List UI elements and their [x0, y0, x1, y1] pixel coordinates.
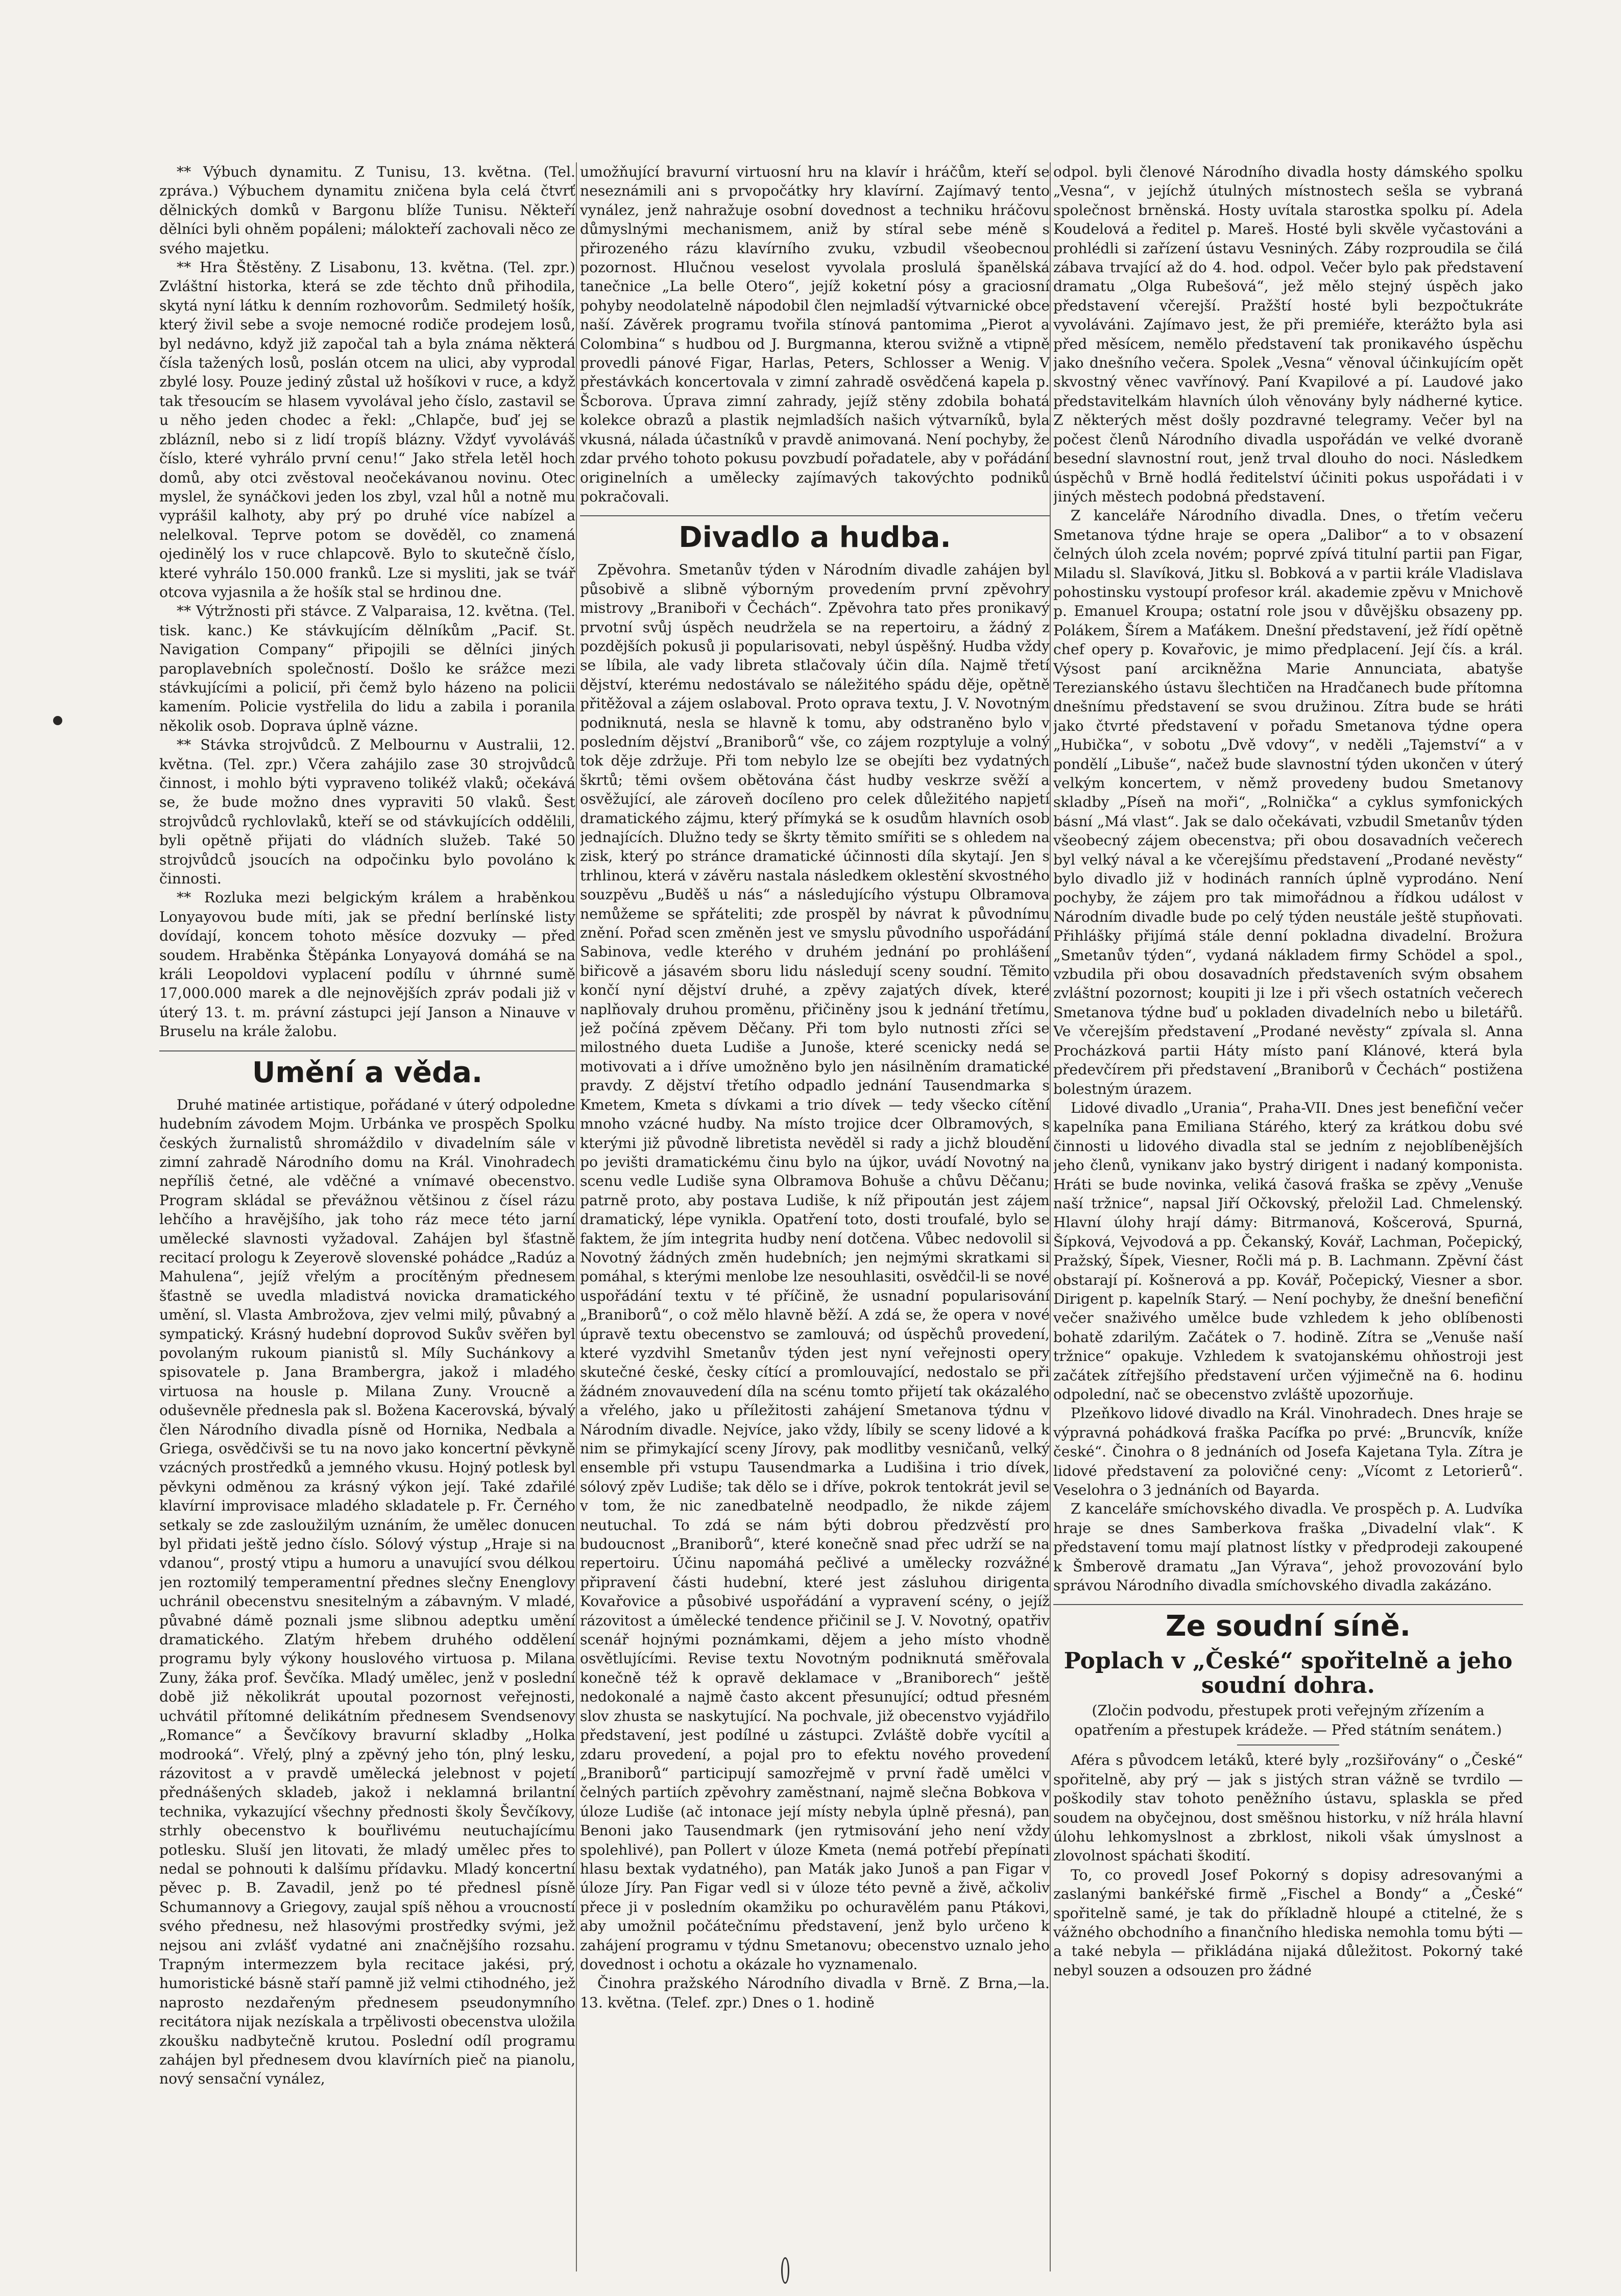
article-signature: —la.: [1018, 1975, 1050, 1992]
news-item-strike-riots: ** Výtržnosti při stávce. Z Valparaisa, 12. května. (Tel. tisk. kanc.) Ke stávkujícím dělníkům „Pacif. St. Navigation Company“ připojili se dělníci jiných paroplavebních společností. Došlo ke srážce mezi stávkujícími a policií, při čemž bylo házeno na policii kamením. Policie vystřelila do lidu a zabila i poranila několik osob. Doprava úplně vázne.: [159, 603, 575, 734]
article-national-theatre-office: Z kanceláře Národního divadla. Dnes, o třetím večeru Smetanova týdne hraje se opera „Dalibor“ a to v obsazení čelných úloh zcela novém; poprvé zpívá titulní partii pan Figar, Miladu sl. Slavíková, Jitku sl. Bobková a v partii krále Vladislava pohostinsku vystoupí profesor král. akademie zpěvu v Mnichově p. Emanuel Kroupa; ostatní role jsou v důvějšku obsazeny pp. Polákem, Šírem a Maťákem. Dnešní představení, jež řídí opětně chef opery p. Kovařovic, je mimo předplacení. Její čís. a král. Výsost paní arcikněžna Marie Annunciata, abatyše Terezianského ústavu šlechtičen na Hradčanech bude přítomna dnešnímu představení se svou družinou. Zítra bude se hráti jako čtvrté představení v pořadu Smetanova týdne opera „Hubička“, v sobotu „Dvě vdovy“, v neděli „Tajemství“ a v pondělí „Libuše“, načež bude slavnostní týden ukončen v úterý velkým koncertem, v němž provedeny budou Smetanovy skladby „Píseň na moři“, „Rolnička“ a cyklus symfonických básní „Má vlast“. Jak se dalo očekávati, vzbudil Smetanův týden všeobecný zájem obecenstva; při obou dosavadních večerech byl velký nával a ke včerejšímu představení „Prodané nevěsty“ bylo divadlo již v hodinách ranních úplně vyprodáno. Není pochyby, že zájem pro tak mimořádnou a řídkou událost v Národním divadle bude po celý týden neustále ještě stupňovati. Přihlášky přijímá stále denní pokladna divadelní. Brožura „Smetanův týden“, vydaná nákladem firmy Schödel a spol., vzbudila při obou dosavadních představeních svým obsahem zvláštní pozornost; koupiti ji lze i při všech ostatních večerech Smetanova týdne buď u pokladen divadelních nebo u biletářů. Ve včerejším představení „Prodané nevěsty“ zpívala sl. Anna Procházková partii Háty místo paní Klánové, která byla předevčírem při představení „Braniborů v Čechách“ postižena bolestným úrazem.: [1053, 507, 1523, 1097]
article-vinohrady: Plzeňkovo lidové divadlo na Král. Vinohradech. Dnes hraje se výpravná pohádková fraška Pacífka po prvé: „Bruncvík, kníže české“. Činohra o 8 jednáních od Josefa Kajetana Tyla. Zítra je lidové představení za polovičné ceny: „Vícomt z Letorierů“. Veselohra o 3 jednáních od Bayarda.: [1053, 1405, 1523, 1499]
column-rule-2: [1050, 162, 1051, 2271]
column-rule-1: [576, 162, 577, 2271]
article-brandenburgers: Zpěvohra. Smetanův týden v Národním divadle zahájen byl působivě a slibně výborným provedením první zpěvohry mistrovy „Braniboři v Čechách“. Zpěvohra tato přes pronikavý prvotní svůj úspěch neudržela se na repertoiru, a žádný z pozdějších pokusů ji popularisovati, nebyl úspěšný. Hudba vždy se líbila, ale vady libreta stlačovaly účin díla. Najmě třetí dějství, kterému nedostávalo se náležitého spádu děje, opětně přitěžoval a zájem oslaboval. Proto oprava textu, J. V. Novotným podniknutá, nesla se hlavně k tomu, aby odstraněno bylo v posledním dějství „Braniborů“ vše, co zájem rozptyluje a volný tok děje zdržuje. Při tom nebylo lze se obejíti bez vydatných škrtů; těmi ovšem obětována část hudby veskrze svěží a osvěžující, ale zároveň docíleno pro celek důležitého napjetí dramatického zájmu, který přímyká se k osudům hlavních osob jednajících. Dlužno tedy se škrty těmito smířiti se s ohledem na zisk, který po stránce dramatické účinnosti díla skytají. Jen s trhlinou, která v závěru nastala následkem oklestění skvostného souzpěvu „Buděš u nás“ a následujícího výstupu Olbramova nemůžeme se spřáteliti; zde prospěl by návrat k původnímu znění. Pořad scen změněn jest ve smyslu původního uspořádání Sabinova, vedle kterého v druhém jednání po prohlášení biřicově a jásavém sboru lidu následují sceny soudní. Těmito končí nyní dějství druhé, a zpěvy zajatých dívek, které naplňovaly druhou proměnu, přičiněny jsou k jednání třetímu, jež počíná zpěvem Děčany. Při tom bylo nutnosti zříci se milostného dueta Ludiše a Junoše, které scenicky nedá se motivovati a i dříve umožněno bylo jen násilněním dramatické pravdy. Z dějství třetího odpadlo jednání Tausendmarka s Kmetem, Kmeta s dívkami a trio dívek — tedy všecko cítění mnoho vzácné hudby. Na místo trojice dcer Olbramových, s kterými již původně libretista nevěděl si rady a jichž bloudění po jevišti dramatickému činu bylo na újkor, uvádí Novotný na scenu vedle Ludiše syna Olbramova Bohuše a chůvu Děčanu; patrně proto, aby postava Ludiše, k níž připoután jest zájem dramatický, lépe vynikla. Opatření toto, dosti troufalé, bylo se faktem, že jím integrita hudby není dotčena. Vůbec nedovolil si Novotný žádných změn hudebních; jen nejmými skratkami si pomáhal, s kterými menlobe lze nesouhlasiti, osvědčil-li se nové uspořádání textu v té příčině, že usnadní popularisování „Braniborů“, o což mělo hlavně běží. A zdá se, že opera v nové úpravě textu obecenstvo se zamlouvá; od úspěchů provedení, které vyzdvihl Smetanův týden jest nyní veřejnosti opery skutečné české, česky cítící a promlouvající, nedostalo se při žádném znovauvedení díla na scénu tomto přijetí tak okázalého a vřelého, jako u příležitosti zahájení Smetanova týdnu v Národním divadle. Nejvíce, jako vždy, líbily se sceny lidové a k nim se přimykající sceny Jírovy, pak modlitby vesničanů, velký ensemble při vstupu Tausendmarka a Ludišina i trio dívek, sólový zpěv Ludiše; tak dělo se i dříve, pokrok tentokrát jevil se v tom, že nic zanedbatelně neodpadlo, že nikde zájem neutuchal. To zdá se nám býti dobrou předzvěstí pro budoucnost „Braniborů“, které konečně snad přec udrží se na repertoiru. Účinu napomáhá pečlivé a umělecky rozvážné připravení části hudební, které jest zásluhou dirigenta Kovařovice a působivé uspořádání a vypravení scény, o jejíž rázovitost a úmělecké tendence přičinil se J. V. Novotný, opatřiv scenář hojnými poznámkami, dějem a jeho místo vhodně osvětlujícími. Revise textu Novotným podniknutá směřovala konečně též k opravě deklamace v „Braniborech“ ještě nedokonalé a najmě často akcent přesunující; odtud přesném slov zhusta se naskytující. Na pochvale, již obecenstvo vyjádřilo představení, jest podílné u zástupci. Zvláště dobře vycítil a zdaru provedení, a pojal pro to efektu nového provedení „Braniborů“ participují samozřejmě v první řadě umělci v čelných partiích zpěvohry zaměstnaní, najmě slečna Bobkova v úloze Ludiše (ač intonace její místy nebyla úplně přesná), pan Benoni jako Tausendmark (jen rytmisování jeho není vždy spolehlivé), pan Pollert v úloze Kmeta (nemá potřebí přepínati hlasu bextak vydatného), pan Maták jako Junoš a pan Figar v úloze Jíry. Pan Figar vedl si v úloze této pevně a živě, ačkoliv přece ji v posledním okamžiku po ochuravělém panu Ptákovi, aby umožnil počátečnímu představení, jenž bylo určeno k zahájení programu v týdnu Smetanovu; obecenstvo uznalo jeho dovednost i ochotu a okázale ho vyznamenalo.: [580, 561, 1050, 1973]
column-3: [1053, 162, 1523, 2276]
article-brno-continued: odpol. byli členové Národního divadla hosty dámského spolku „Vesna“, v jejíchž útulných místnostech sešla se vybraná společnost brněnská. Hosty uvítala starostka spolku pí. Adela Koudelová a ředitel p. Mareš. Hosté byli skvěle vyčastováni a prohlédli si zařízení ústavu Vesniných. Záby rozproudila se čilá zábava trvající až do 4. hod. odpol. Večer bylo pak představení dramatu „Olga Rubešová“, jež mělo stejný úspěch jako představení včerejší. Pražští hosté byli bezpočtukráte vyvoláváni. Zajímavo jest, že při premiéře, kterážto byla asi před měsícem, nemělo představení tak pronikavého úspěchu jako dnešního večera. Spolek „Vesna“ věnoval účinkujícím opět skvostný věnec vavřínový. Paní Kvapilové a pí. Laudové jako představitelkám hlavních úloh věnovány byly nádherné kytice. Z některých měst došly pozdravné telegramy. Večer byl na počest členů Národního divadla uspořádán ve velké dvoraně besední slavnostní rout, jenž trval dlouho do noci. Následkem úspěchů v Brně hodlá ředitelství účiniti pokus uspořádati i v jiných městech podobná představení.: [1053, 163, 1523, 505]
news-item-lottery: ** Hra Štěstěny. Z Lisabonu, 13. května. (Tel. zpr.) Zvláštní historka, která se zde těchto dnů přihodila, skytá nyní látku k denním rozhovorům. Sedmiletý hošík, který živil sebe a svoje nemocné rodiče prodejem losů, byl nedávno, když již započal tah a byla známa některá čísla tažených losů, poslán otcem na ulici, aby vyprodal zbylé losy. Pouze jediný zůstal už hošíkovi v ruce, a když tak třesoucím se hlasem vyvolával jeho číslo, zastavil se u něho jeden chodec a řekl: „Chlapče, buď jej se zblázníl, nebo si z lidí tropíš blázny. Vždyť vyvoláváš číslo, které vyhrálo první cenu!“ Jako střela letěl hoch domů, aby otci zvěstoval neočekávanou novinu. Otec myslel, že synáčkovi jeden los zbyl, vzal hůl a notně mu vyprášil kalhoty, aby prý po druhé více nabízel a nelelkoval. Teprve potom se dověděl, co znamená ojedinělý los v ruce chlapcově. Bylo to skutečně číslo, které vyhrálo 150.000 franků. Lze si mysliti, jak se tvář otcova vyjasnila a že hošík stal se hrdinou dne.: [159, 259, 575, 601]
court-case-paragraph-2: To, co provedl Josef Pokorný s dopisy adresovanými a zaslanými bankéřské firmě „Fischel a Bondy“ a „České“ spořitelně samé, je tak do příkladně hloupé a ctitelné, že s vážného obchodního a finančního hlediska nemohla tomu býti — a také nebyla — přikládána nijaká důležitost. Pokorný také nebyl souzen a odsouzen pro žádné: [1053, 1866, 1523, 1979]
article-matinee: Druhé matinée artistique, pořádané v úterý odpoledne hudebním závodem Mojm. Urbánka ve prospěch Spolku českých žurnalistů shromáždilo v divadelním sále v zimní zahradě Národního domu na Král. Vinohradech nepříliš četné, ale vděčné a vnímavé obecenstvo. Program skládal se převážnou většinou z čísel rázu lehčího a hravějšího, jak toho ráz mece této jarní umělecké slavnosti vyžadoval. Zahájen byl šťastně recitací prologu k Zeyerově slovenské pohádce „Radúz a Mahulena“, jejíž vřelým a procítěným přednesem šťastně se uvedla mladistvá novicka dramatického umění, sl. Vlasta Ambrožova, zjev velmi milý, půvabný a sympatický. Krásný hudební doprovod Sukův svěřen byl povolaným rukoum pianistů sl. Míly Suchánkovy a spisovatele p. Jana Brambergra, jakož i mladého virtuosa na housle p. Milana Zuny. Vroucně a oduševněle přednesla pak sl. Božena Kacerovská, bývalý člen Národního divadla písně od Hornika, Nedbala a Griega, osvědčivši se tu na novo jako koncertní pěvkyně vzácných prostředků a jemného vkusu. Hojný potlesk byl pěvkyni odměnou za krásný výkon její. Také zdařilé klavírní improvisace mladého skladatele p. Fr. Černého setkaly se zde zasloužilým uznáním, že umělec donucen byl přidati ještě jedno číslo. Sólový výstup „Hraje si na vdanou“, prostý vtipu a humoru a unavující svou délkou jen roztomilý temperamentní přednes slečny Enenglovy uchránil obecenstvu snesitelným a zábavným. V mladé, půvabné dámě poznali jsme slibnou adeptku umění dramatického. Zlatým hřebem druhého oddělení programu byly výkony houslového virtuosa p. Milana Zuny, žáka prof. Ševčíka. Mladý umělec, jenž v poslední době již několikrát upoutal pozornost veřejnosti, uchvátil přítomné delikátním přednesem Svendsenovy „Romance“ a Ševčíkovy bravurní skladby „Holka modrooká“. Vřelý, plný a zpěvný jeho tón, plný lesku, rázovitost a v pravdě umělecká jelebnost v pojetí přednášených skladeb, jakož i neklamná brilantní technika, vykazující všechny přednosti školy Ševčíkovy, strhly obecenstvo k bouřlivému neutuchajícímu potlesku. Sluší jen litovati, že mladý umělec přes to nedal se pohnouti k dalšímu přídavku. Mladý koncertní pěvec p. B. Zavadil, jenž po té přednesl písně Schumannovy a Griegovy, zaujal spíš něhou a vroucností svého přednesu, než hlasovými prostředky svými, jež nejsou ani zvlášť vydatné ani značnějšího rozsahu. Trapným intermezzem byla recitace jakési, prý, humoristické básně staří pamně již velmi ctihodného, jež naprosto nezdařeným přednesem pseudonymního recitátora nijak nezískala a trpělivosti obecenstva uložila zkoušku nadbytečně krutou. Poslední odíl programu zahájen byl přednesem dvou klavírních pieč na pianolu, nový sensační vynález,: [159, 1096, 575, 2088]
divider: [1237, 1744, 1339, 1745]
court-case-subtitle: (Zločin podvodu, přestupek proti veřejným zřízením a opatřením a přestupek krádeže. — Před státním senátem.): [1074, 1702, 1502, 1738]
news-item-explosion: ** Výbuch dynamitu. Z Tunisu, 13. května. (Tel. zpráva.) Výbuchem dynamitu zničena byla celá čtvrť dělnických domků v Bargonu blíže Tunisu. Někteří dělníci byli ohněm popáleni; málokteří zachovali něco ze svého majetku.: [159, 163, 575, 257]
news-item-train-strike: ** Stávka strojvůdců. Z Melbournu v Australii, 12. května. (Tel. zpr.) Včera zahájilo zase 30 strojvůdců činnost, i mohlo býti vypraveno tolikéž vlaků; očekává se, že bude možno dnes vypraviti 50 vlaků. Šest strojvůdců rychlovlaků, kteří se od stávkujících oddělili, byli opětně přijati do vládních služeb. Také 50 strojvůdců jsoucích na odpočinku bylo povoláno k činnosti.: [159, 736, 575, 888]
article-smichov: Z kanceláře smíchovského divadla. Ve prospěch p. A. Ludvíka hraje se dnes Samberkova fraška „Divadelní vlak“. K představení tomu mají platnost lístky v předprodeji zakoupené k Šmberově dramatu „Jan Výrava“, jehož provozování bylo správou Národního divadla smíchovského divadla zakázáno.: [1053, 1500, 1523, 1594]
column-2: [580, 162, 1050, 2276]
column-1: [159, 162, 575, 2276]
article-matinee-continued: umožňující bravurní virtuosní hru na klavír i hráčům, kteří se neseznámili ani s prvopočátky hry klavírní. Zajímavý tento vynález, jenž nahražuje osobní dovednost a techniku hráčovu důmyslnými mechanismem, aniž by stíral sebe méně s přirozeného rázu klavírního zvuku, vzbudil všeobecnou pozornost. Hlučnou veselost vyvolala proslulá španělská tanečnice „La belle Otero“, jejíž koketní pósy a graciosní pohyby neodolatelně nápodobil člen nejmladší výtvarnické obce naší. Závěrek programu tvořila stínová pantomima „Pierot a Colombina“ s hudbou od J. Burgmanna, kterou svižně a vtipně provedli pánové Figar, Harlas, Peters, Schlosser a Wenig. V přestávkách koncertovala v zimní zahradě osvědčená kapela p. Šcborova. Úprava zimní zahrady, jejíž stěny zdobila bohatá kolekce obrazů a plastik nejmladších našich výtvarníků, byla vkusná, nálada účastníků v pravdě animovaná. Není pochyby, že zdar prvého tohoto pokusu povzbudí pořadatele, aby v pořádání originelních a umělecky zajímavých takovýchto podniků pokračovali.: [580, 163, 1050, 505]
article-urania: Lidové divadlo „Urania“, Praha-VII. Dnes jest benefiční večer kapelníka pana Emiliana Stárého, který za krátkou dobu své činnosti u lidového divadla stal se jedním z nejoblíbenějších jeho členů, vynikanv jako bystrý dirigent i nadaný komponista. Hráti se bude novinka, veliká časová fraška se zpěvy „Venuše naší tržnice“, napsal Jiří Očkovský, přeložil Lad. Chmelenský. Hlavní úlohy hrají dámy: Bitrmanová, Košcerová, Spurná, Šípková, Vejvodová a pp. Čekanský, Kovář, Lachman, Počepický, Pražský, Šípek, Viesner, Ročli má p. B. Lachmann. Zpěvní část obstarají pí. Košnerová a pp. Kovář, Počepický, Viesner a sbor. Dirigent p. kapelník Starý. — Není pochyby, že dnešní benefiční večer snaživého umělce bude vzhledem k jeho oblíbenosti bohatě zdarilým. Začátek o 7. hodině. Zítra se „Venuše naší tržnice“ opakuje. Vzhledem k svatojanskému ohňostroji jest začátek zítřejšího představení určen výjimečně na 6. hodinu odpolední, nač se obecenstvo zvláště upozorňuje.: [1053, 1099, 1523, 1403]
court-case-paragraph-1: Aféra s původcem letáků, které byly „rozšiřovány“ o „České“ spořitelně, aby prý — jak s jistých stran vážně se tvrdilo — poškodily stav tohoto peněžního ústavu, splaskla se před soudem na obyčejnou, dost směšnou historku, v níž hrála hlavní úlohu lehkomyslnost a zbrklost, nikoli však úmyslnost a zlovolnost spáchati škodití.: [1053, 1752, 1523, 1864]
court-case-title: Poplach v „České“ spořitelně a jeho soudní dohra.: [1063, 1648, 1513, 1699]
binding-hole-mark: [53, 716, 62, 725]
news-item-lonyay: ** Rozluka mezi belgickým králem a hraběnkou Lonyayovou bude míti, jak se přední berlínské listy dovídají, koncem tohoto měsíce dozvuky — před soudem. Hraběnka Štěpánka Lonyayová domáhá se na králi Leopoldovi vyplacení podílu v úhrnné sumě 17,000.000 marek a dle nejnovějších zpráv podali již v úterý 13. t. m. právní zástupci její Janson a Ninauve v Bruselu na krále žalobu.: [159, 889, 575, 1040]
section-heading-theatre: Divadlo a hudba.: [580, 515, 1050, 554]
page-bottom-ornament: [781, 2257, 789, 2284]
article-brno-theatre: Činohra pražského Národního divadla v Brně. Z Brna, 13. května. (Telef. zpr.) Dnes o 1. hodině: [580, 1975, 1018, 2011]
section-heading-arts: Umění a věda.: [159, 1050, 575, 1089]
section-heading-court: Ze soudní síně.: [1053, 1604, 1523, 1643]
